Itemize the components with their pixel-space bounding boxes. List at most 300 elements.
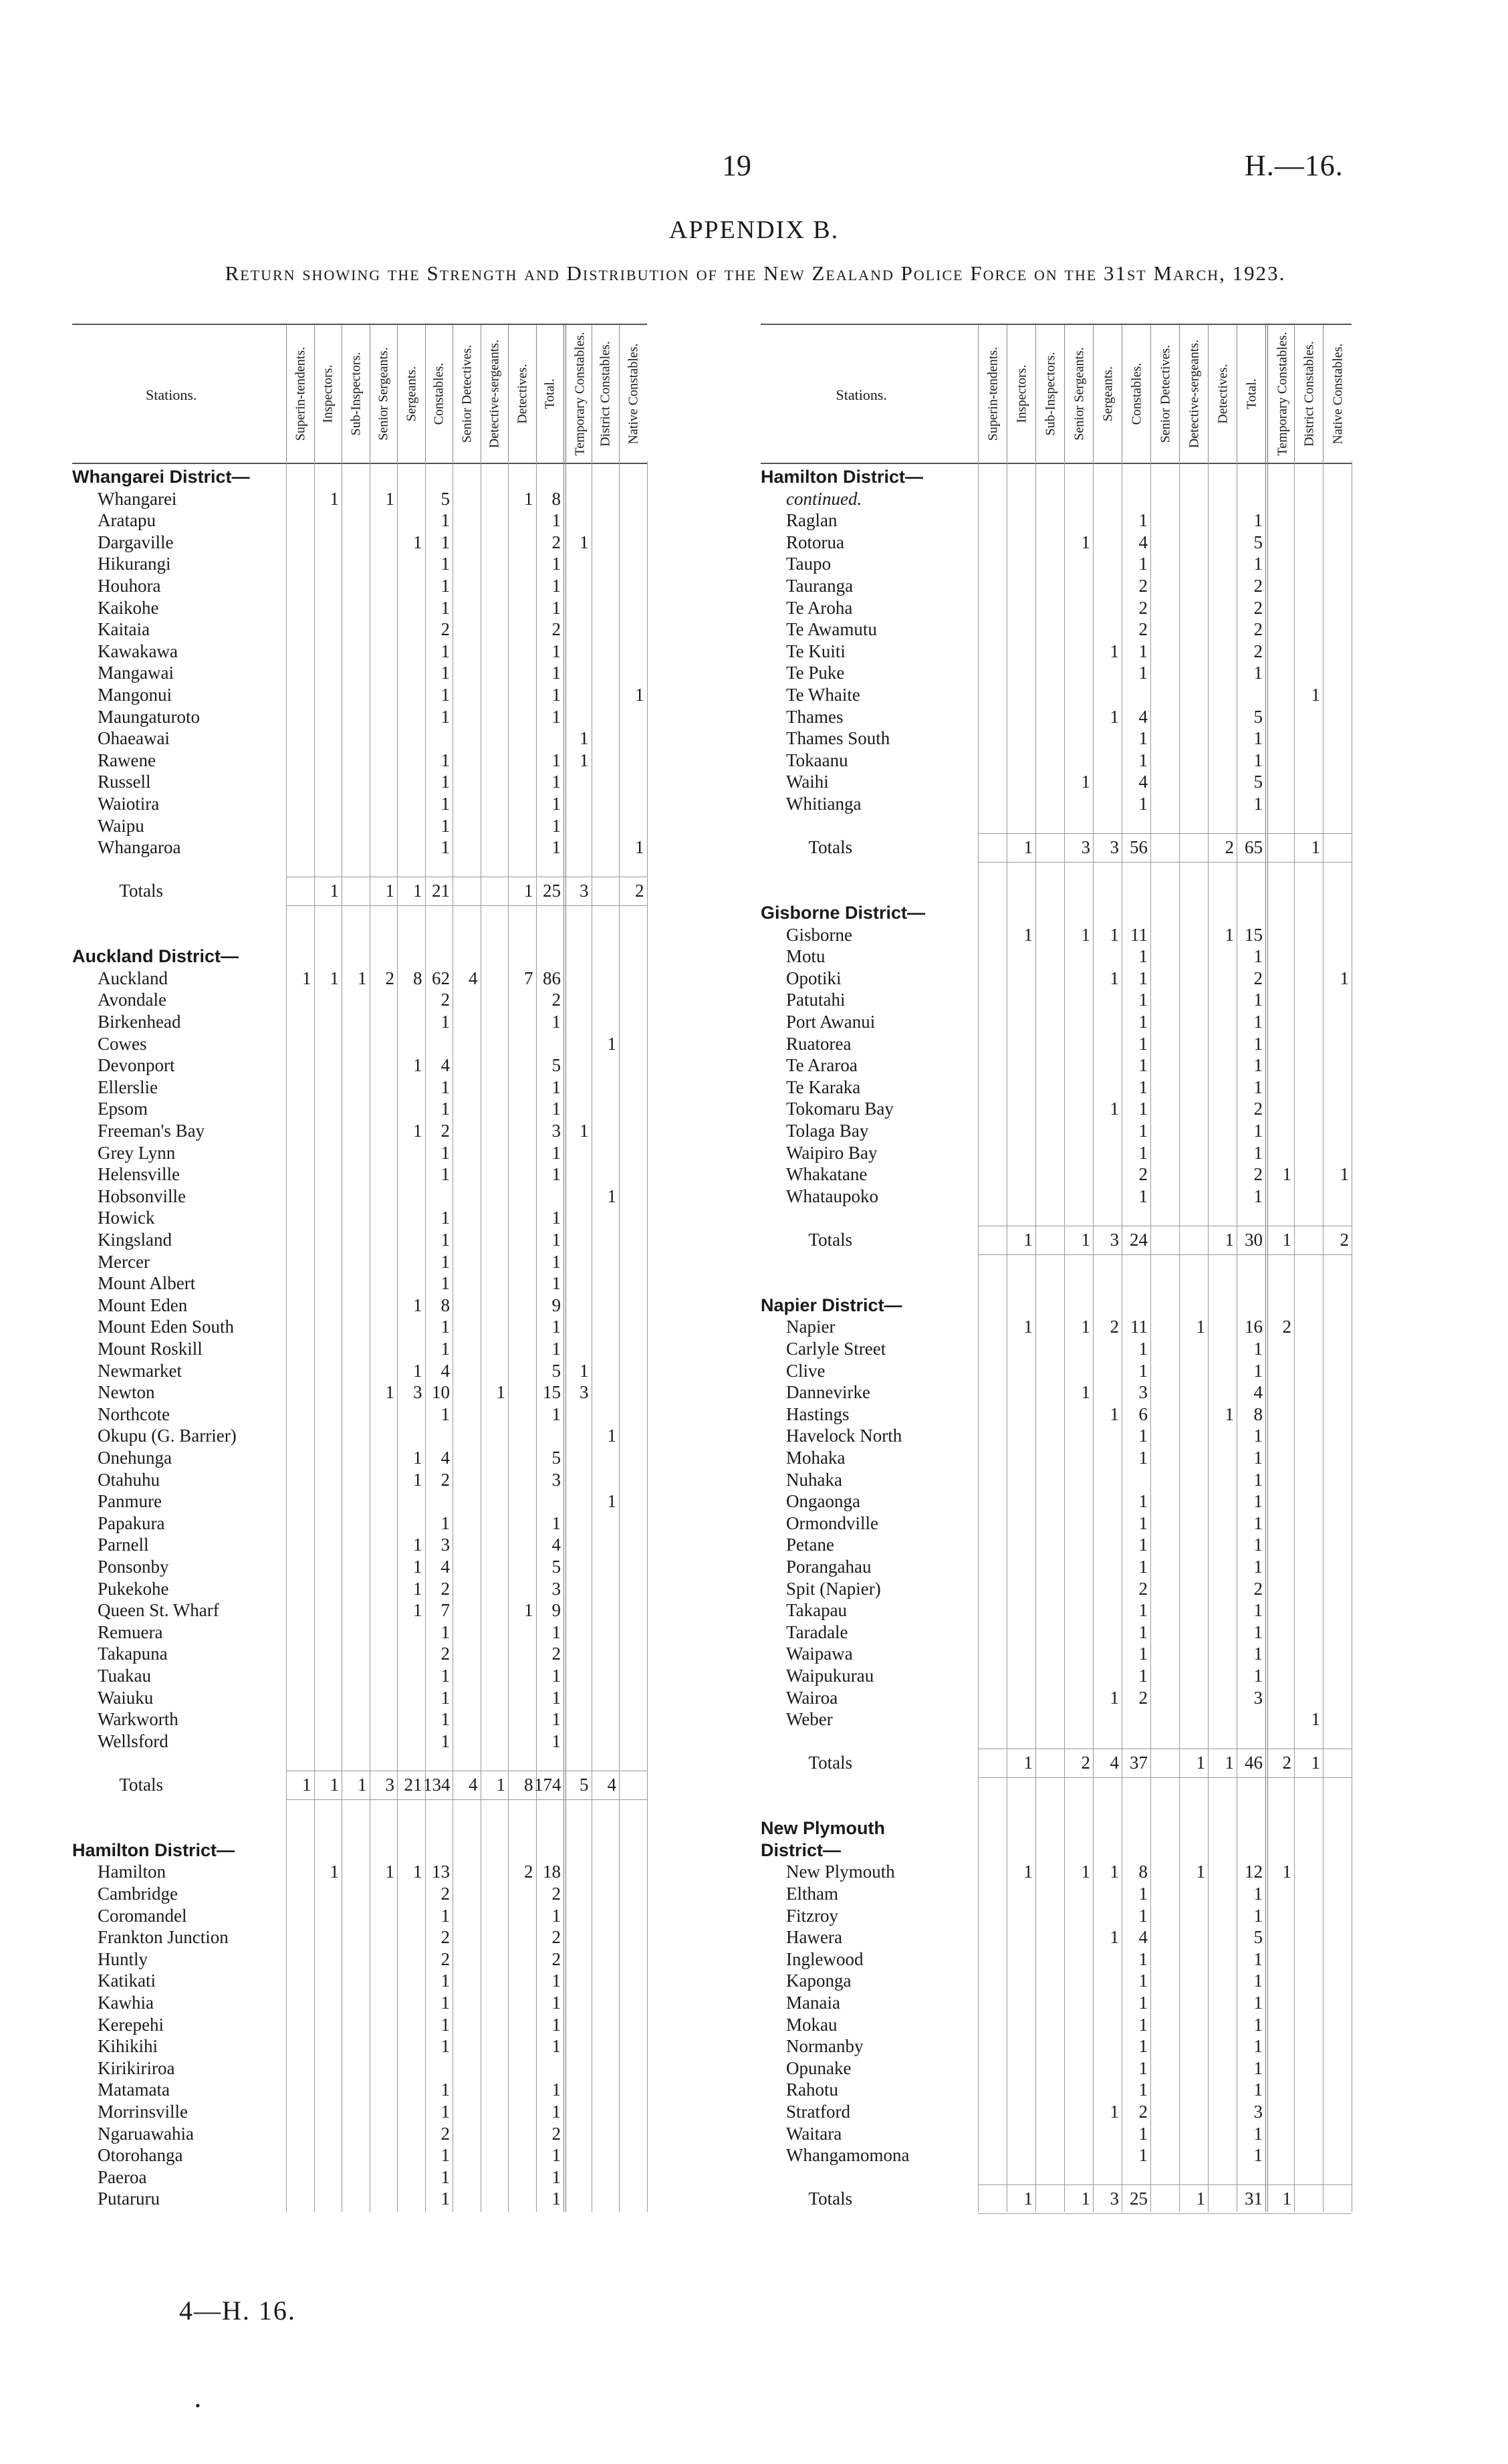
cell-value: 1: [551, 706, 561, 727]
cell-value: 4: [1110, 1753, 1119, 1773]
table-row: [761, 2102, 1352, 2122]
cell-value: 1: [551, 2166, 561, 2187]
column-rule: [647, 461, 648, 2212]
cell-value: 2: [1253, 576, 1263, 596]
cell-value: 9: [551, 1600, 561, 1621]
cell-value: 1: [1253, 1535, 1263, 1555]
station-name: Porangahau: [786, 1557, 872, 1577]
cell-value: 1: [441, 2036, 450, 2057]
station-name: Tolaga Bay: [786, 1121, 869, 1141]
station-name: Frankton Junction: [98, 1927, 229, 1948]
table-row: [72, 2080, 647, 2100]
table-row: [72, 1317, 647, 1337]
cell-value: 1: [551, 1905, 561, 1926]
cell-value: 1: [1138, 1535, 1148, 1555]
table-row: [72, 1382, 647, 1403]
cell-value: 2: [1253, 597, 1263, 618]
station-name: Motu: [786, 946, 826, 967]
station-name: Katikati: [98, 1971, 156, 1991]
cell-value: 1: [551, 663, 561, 683]
cell-value: 25: [1130, 2189, 1148, 2209]
station-name: Pukekohe: [98, 1578, 169, 1599]
station-name: Newmarket: [98, 1360, 182, 1381]
cell-value: 4: [607, 1775, 616, 1795]
cell-value: 5: [580, 1775, 589, 1795]
cell-value: 4: [441, 1557, 450, 1577]
cell-value: 1: [1023, 1317, 1033, 1337]
table-row: [761, 1513, 1352, 1534]
cell-value: 1: [1110, 706, 1119, 727]
cell-value: 1: [1023, 1862, 1033, 1882]
cell-value: 1: [635, 837, 644, 858]
station-name: Auckland: [98, 968, 168, 988]
cell-value: 1: [1110, 1862, 1119, 1882]
totals-row: [72, 881, 647, 901]
cell-value: 1: [441, 815, 450, 836]
cell-value: 1: [441, 1709, 450, 1730]
column-header: [1064, 325, 1094, 463]
cell-value: 4: [1138, 706, 1148, 727]
totals-row: [761, 837, 1352, 858]
station-name: Remuera: [98, 1621, 163, 1642]
cell-value: 1: [1253, 1621, 1263, 1642]
cell-value: 1: [441, 2102, 450, 2122]
cell-value: 1: [441, 685, 450, 705]
table-row: [761, 554, 1352, 574]
cell-value: 1: [413, 1121, 422, 1141]
station-name: Waiotira: [98, 794, 160, 814]
table-row: [72, 532, 647, 553]
cell-value: 21: [432, 881, 450, 901]
cell-value: 8: [441, 1295, 450, 1315]
cell-value: 1: [607, 1491, 616, 1512]
station-name: Panmure: [98, 1491, 162, 1512]
station-name: Whangaroa: [98, 837, 181, 858]
cell-value: 2: [1253, 641, 1263, 661]
table-row: [761, 1382, 1352, 1403]
station-name: Takapuna: [98, 1644, 168, 1664]
spacer-row: [72, 903, 647, 923]
station-name: Putaruru: [98, 2189, 160, 2209]
cell-value: 1: [441, 1142, 450, 1163]
cell-value: 1: [1138, 1644, 1148, 1664]
table-row: [72, 576, 647, 596]
table-row: [761, 1906, 1352, 1926]
cell-value: 1: [1138, 2036, 1148, 2057]
cell-value: 1: [551, 1513, 561, 1533]
cell-value: 37: [1130, 1753, 1148, 1773]
table-row: [72, 619, 647, 640]
table-row: [72, 1099, 647, 1119]
cell-value: 2: [385, 968, 394, 988]
cell-value: 25: [543, 881, 561, 901]
table-row: [761, 598, 1352, 619]
station-name: Queen St. Wharf: [98, 1600, 219, 1621]
cell-value: 8: [524, 1775, 533, 1795]
station-name: Coromandel: [98, 1905, 187, 1926]
cell-value: 2: [1081, 1753, 1090, 1773]
station-name: Whangamomona: [786, 2145, 910, 2166]
cell-value: 1: [385, 1862, 394, 1882]
table-row: [761, 1884, 1352, 1904]
station-name: Newton: [98, 1382, 155, 1403]
column-header-label: Native Constables.: [626, 343, 641, 445]
cell-value: 1: [551, 1317, 561, 1337]
table-row: [72, 2145, 647, 2166]
district-name: Whangarei District—: [72, 467, 250, 487]
column-header-label: Total.: [1244, 378, 1259, 409]
station-name: Whakatane: [786, 1164, 868, 1185]
cell-value: 1: [441, 794, 450, 814]
spacer-row: [761, 1252, 1352, 1272]
cell-value: 1: [1253, 1142, 1263, 1163]
cell-value: 1: [607, 1186, 616, 1206]
cell-value: 1: [580, 750, 589, 770]
station-name: Port Awanui: [786, 1012, 876, 1032]
table-row: [761, 2145, 1352, 2166]
column-header-label: Detective-sergeants.: [1186, 339, 1201, 449]
cell-value: 1: [1138, 750, 1148, 770]
table-row: [761, 1600, 1352, 1621]
column-header: [1208, 325, 1237, 463]
cell-value: 1: [551, 1077, 561, 1097]
cell-value: 2: [441, 1927, 450, 1948]
cell-value: 1: [1253, 1884, 1263, 1904]
table-row: [761, 1143, 1352, 1163]
column-header: [453, 325, 481, 463]
cell-value: 18: [543, 1862, 561, 1882]
table-row: [761, 750, 1352, 771]
station-name: Kihikihi: [98, 2036, 158, 2057]
cell-value: 1: [551, 2036, 561, 2057]
table-row: [72, 1295, 647, 1316]
cell-value: 5: [551, 1055, 561, 1076]
table-row: [761, 1949, 1352, 1970]
cell-value: 1: [358, 968, 367, 988]
cell-value: 1: [441, 1666, 450, 1686]
station-name: New Plymouth: [786, 1862, 895, 1882]
cell-value: 1: [1110, 1404, 1119, 1424]
column-header-label: Sergeants.: [404, 366, 419, 422]
cell-value: 1: [1138, 1055, 1148, 1076]
station-name: Maungaturoto: [98, 706, 200, 727]
cell-value: 1: [1253, 510, 1263, 531]
cell-value: 1: [1138, 1077, 1148, 1097]
station-name: Helensville: [98, 1164, 180, 1185]
station-name: Waihi: [786, 772, 829, 792]
station-name: Te Aroha: [786, 597, 853, 618]
cell-value: 3: [1110, 837, 1119, 858]
cell-value: 1: [413, 1535, 422, 1555]
station-name: Kirikiriroa: [98, 2057, 175, 2078]
column-header: [1323, 325, 1352, 463]
table-row: [761, 576, 1352, 596]
district-name: Auckland District—: [72, 946, 239, 967]
cell-value: 2: [441, 619, 450, 640]
cell-value: 1: [302, 968, 311, 988]
table-row: [72, 1906, 647, 1926]
cell-value: 1: [551, 1208, 561, 1228]
station-name: Ohaeawai: [98, 728, 170, 749]
table-row: [761, 1404, 1352, 1425]
cell-value: 1: [524, 488, 533, 509]
column-header: [286, 325, 315, 463]
table-row: [761, 1535, 1352, 1555]
cell-value: 1: [1196, 1317, 1205, 1337]
cell-value: 1: [551, 2014, 561, 2035]
station-name: Okupu (G. Barrier): [98, 1426, 237, 1446]
district-heading: [761, 467, 1352, 487]
cell-value: 12: [1245, 1862, 1263, 1882]
table-row: [761, 510, 1352, 531]
table-row: [72, 772, 647, 792]
station-name: Tokomaru Bay: [786, 1099, 894, 1119]
station-name: Cowes: [98, 1033, 147, 1054]
cell-value: 1: [1253, 750, 1263, 770]
spacer-row: [761, 1797, 1352, 1817]
district-name: Gisborne District—: [761, 903, 926, 923]
station-name: Ngaruawahia: [98, 2123, 194, 2144]
cell-value: 5: [441, 488, 450, 509]
cell-value: 4: [1138, 532, 1148, 552]
table-row: [72, 1666, 647, 1686]
cell-value: 3: [441, 1535, 450, 1555]
cell-value: 4: [441, 1055, 450, 1076]
table-row: [761, 1709, 1352, 1730]
station-name: Rahotu: [786, 2080, 838, 2100]
cell-value: 3: [1110, 1230, 1119, 1250]
station-name: Rotorua: [786, 532, 844, 552]
cell-value: 2: [1253, 1099, 1263, 1119]
cell-value: 2: [441, 1578, 450, 1599]
column-header: [1093, 325, 1122, 463]
cell-value: 1: [1138, 1360, 1148, 1381]
table-row: [72, 816, 647, 836]
cell-value: 1: [1081, 924, 1090, 945]
cell-value: 1: [551, 576, 561, 596]
cell-value: 8: [551, 488, 561, 509]
cell-value: 1: [413, 1578, 422, 1599]
table-row: [761, 1317, 1352, 1337]
cell-value: 1: [1138, 1666, 1148, 1686]
cell-value: 1: [385, 1382, 394, 1403]
station-name: Normanby: [786, 2036, 864, 2057]
station-name: Tuakau: [98, 1666, 152, 1686]
cell-value: 1: [1110, 1687, 1119, 1708]
column-header-label: Superin-tendents.: [985, 346, 1000, 441]
cell-value: 1: [441, 641, 450, 661]
cell-value: 1: [1138, 2014, 1148, 2035]
station-name: Aratapu: [98, 510, 156, 531]
cell-value: 1: [1081, 1862, 1090, 1882]
cell-value: 1: [1138, 1971, 1148, 1991]
cell-value: 1: [1311, 685, 1320, 705]
cell-value: 4: [469, 968, 478, 988]
table-row: [761, 532, 1352, 553]
table-row: [761, 1666, 1352, 1686]
cell-value: 1: [551, 1012, 561, 1032]
cell-value: 1: [1253, 554, 1263, 574]
totals-label: Totals: [808, 1753, 853, 1773]
cell-value: 4: [1138, 1927, 1148, 1948]
table-row: [72, 1731, 647, 1752]
table-row: [761, 1012, 1352, 1032]
cell-value: 1: [1253, 1491, 1263, 1512]
cell-value: 4: [441, 1448, 450, 1468]
station-name: Ruatorea: [786, 1033, 852, 1054]
station-name: Russell: [98, 772, 151, 792]
station-name: Birkenhead: [98, 1012, 181, 1032]
table-row: [761, 1862, 1352, 1882]
cell-value: 4: [551, 1535, 561, 1555]
cell-value: 6: [1138, 1404, 1148, 1424]
cell-value: 5: [1253, 706, 1263, 727]
station-name: Rawene: [98, 750, 156, 770]
station-name: Waipiro Bay: [786, 1142, 878, 1163]
cell-value: 2: [551, 1884, 561, 1904]
column-header: [342, 325, 370, 463]
table-row: [761, 1121, 1352, 1141]
cell-value: 1: [1225, 924, 1234, 945]
cell-value: 1: [330, 488, 339, 509]
cell-value: 1: [1253, 2057, 1263, 2078]
cell-value: 8: [1253, 1404, 1263, 1424]
cell-value: 1: [1253, 728, 1263, 749]
cell-value: 3: [1110, 2189, 1119, 2209]
cell-value: 1: [1253, 663, 1263, 683]
table-row: [761, 1470, 1352, 1490]
table-row: [72, 2167, 647, 2188]
cell-value: 1: [551, 1273, 561, 1294]
cell-value: 2: [1253, 619, 1263, 640]
station-name: Papakura: [98, 1513, 165, 1533]
cell-value: 1: [1138, 1448, 1148, 1468]
column-header-label: Constables.: [1129, 362, 1144, 425]
footer-signature: 4—H. 16.: [179, 2295, 296, 2326]
cell-value: 1: [1225, 1230, 1234, 1250]
cell-value: 1: [1253, 2080, 1263, 2100]
table-row: [72, 1121, 647, 1141]
table-row: [72, 1404, 647, 1425]
cell-value: 1: [1253, 1600, 1263, 1621]
table-row: [72, 2102, 647, 2122]
totals-rule: [978, 2213, 1352, 2214]
station-name: Tauranga: [786, 576, 854, 596]
cell-value: 2: [551, 1948, 561, 1969]
table-row: [761, 772, 1352, 792]
table-row: [72, 837, 647, 858]
cell-value: 1: [1138, 1426, 1148, 1446]
cell-value: 1: [1138, 2080, 1148, 2100]
station-name: Opotiki: [786, 968, 842, 988]
station-name: Gisborne: [786, 924, 852, 945]
station-name: Mangonui: [98, 685, 172, 705]
column-header: [370, 325, 398, 463]
column-header-label: Detectives.: [515, 364, 530, 424]
cell-value: 1: [441, 837, 450, 858]
cell-value: 1: [551, 1251, 561, 1272]
cell-value: 1: [580, 532, 589, 552]
cell-value: 21: [404, 1775, 422, 1795]
table-row: [761, 1688, 1352, 1708]
cell-value: 3: [1138, 1382, 1148, 1403]
cell-value: 2: [1138, 1164, 1148, 1185]
column-header: [1179, 325, 1209, 463]
cell-value: 1: [607, 1426, 616, 1446]
column-header: [425, 325, 454, 463]
station-name: Whataupoko: [786, 1186, 878, 1206]
cell-value: 9: [551, 1295, 561, 1315]
station-name: Kingsland: [98, 1230, 172, 1250]
district-heading: [72, 467, 647, 487]
column-header: [1007, 325, 1036, 463]
district-name: New Plymouth: [761, 1818, 886, 1839]
cell-value: 24: [1130, 1230, 1148, 1250]
cell-value: 3: [1081, 837, 1090, 858]
cell-value: 1: [1081, 532, 1090, 552]
cell-value: 1: [1253, 2145, 1263, 2166]
cell-value: 1: [1253, 1448, 1263, 1468]
table-row: [72, 1600, 647, 1621]
spacer-row: [761, 881, 1352, 901]
district-heading: [761, 1295, 1352, 1316]
cell-value: 1: [496, 1382, 505, 1403]
cell-value: 2: [551, 2123, 561, 2144]
cell-value: 1: [330, 968, 339, 988]
cell-value: 1: [551, 772, 561, 792]
station-name: Hikurangi: [98, 554, 171, 574]
cell-value: 1: [1138, 554, 1148, 574]
cell-value: 1: [551, 1666, 561, 1686]
table-row: [72, 990, 647, 1010]
spacer-row: [761, 1775, 1352, 1795]
station-name: Mohaka: [786, 1448, 846, 1468]
station-name: Ongaonga: [786, 1491, 860, 1512]
table-row: [761, 1971, 1352, 1991]
table-row: [72, 1862, 647, 1882]
cell-value: 3: [551, 1121, 561, 1141]
table-row: [761, 663, 1352, 683]
table-row: [761, 619, 1352, 640]
cell-value: 1: [358, 1775, 367, 1795]
cell-value: 1: [1311, 837, 1320, 858]
column-header-label: Senior Detectives.: [1158, 344, 1172, 443]
column-header: [1150, 325, 1180, 463]
station-name: Inglewood: [786, 1948, 864, 1969]
cell-value: 2: [1253, 1578, 1263, 1599]
cell-value: 3: [413, 1382, 422, 1403]
station-name: Fitzroy: [786, 1905, 838, 1926]
cell-value: 1: [1023, 837, 1033, 858]
table-row: [72, 750, 647, 771]
cell-value: 2: [1110, 1317, 1119, 1337]
station-name: Ponsonby: [98, 1557, 169, 1577]
table-row: [72, 2015, 647, 2035]
cell-value: 46: [1245, 1753, 1263, 1773]
cell-value: 1: [1110, 924, 1119, 945]
cell-value: 1: [1138, 1491, 1148, 1512]
station-name: Eltham: [786, 1884, 838, 1904]
continued-label: [761, 489, 1352, 510]
table-row: [761, 1579, 1352, 1599]
cell-value: 2: [1340, 1230, 1349, 1250]
station-name: Ellerslie: [98, 1077, 158, 1097]
table-row: [761, 1055, 1352, 1076]
table-row: [72, 794, 647, 814]
cell-value: 2: [635, 881, 644, 901]
table-row: [761, 1927, 1352, 1948]
table-row: [72, 1579, 647, 1599]
